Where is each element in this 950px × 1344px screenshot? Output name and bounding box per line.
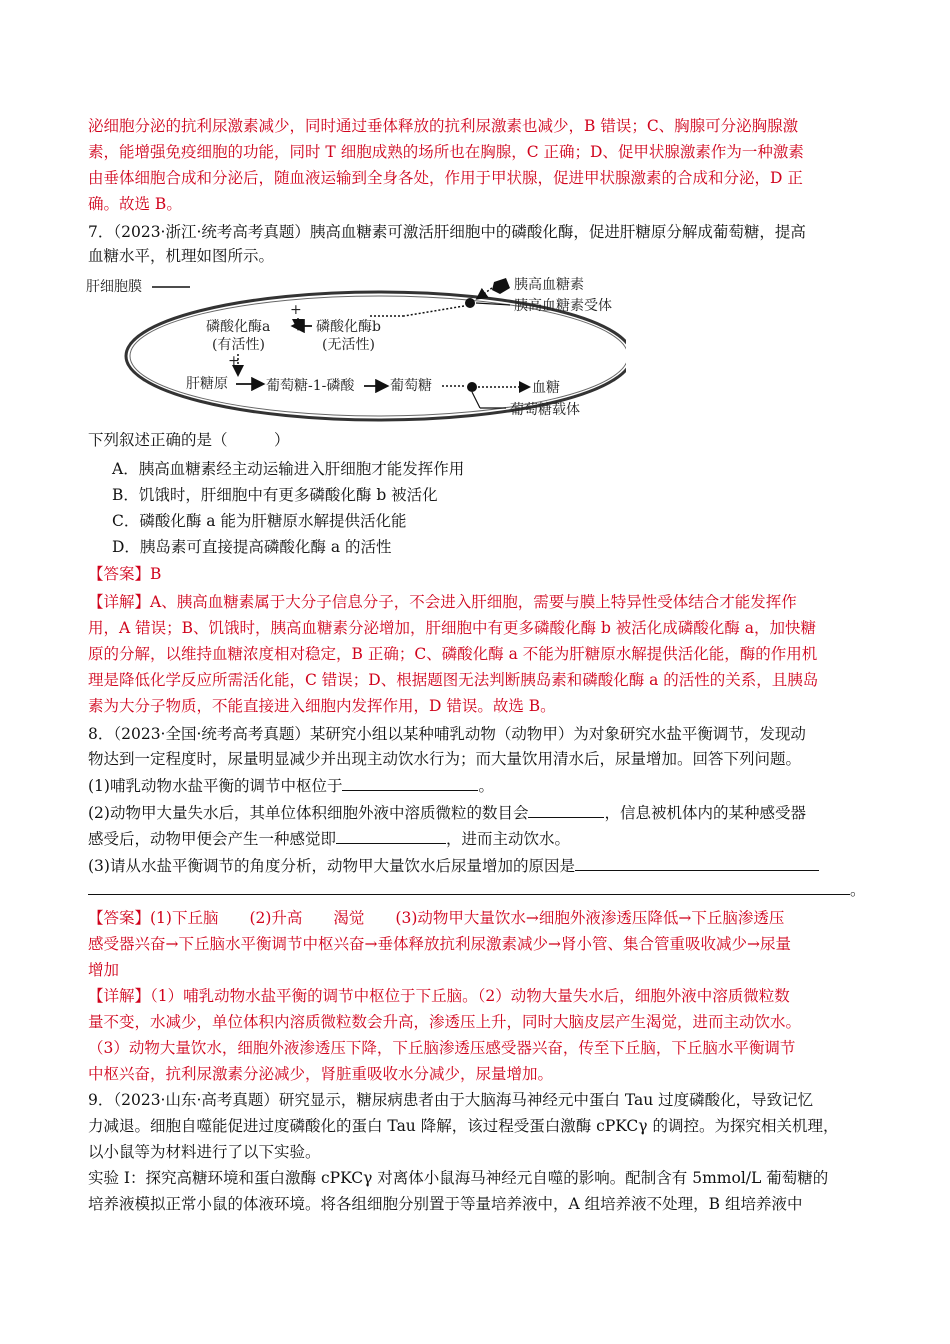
g1p-label: 葡萄糖-1-磷酸 xyxy=(266,378,355,394)
q7-option-b: B．饥饿时，肝细胞中有更多磷酸化酶 b 被活化 xyxy=(112,486,438,504)
q8-part-2: (2)动物甲大量失水后，其单位体积细胞外液中溶质微粒的数目会 ，信息被机体内的某种感受器 xyxy=(88,804,806,822)
q8-answer-line: 增加 xyxy=(88,961,120,979)
q7-answer: 【答案】B xyxy=(88,565,162,583)
prev-detail-line: 由垂体细胞合成和分泌后，随血液运输到全身各处，作用于甲状腺，促进甲状腺激素的合成和分泌，D 正 xyxy=(88,169,803,187)
q8-part-2-cont: 感受后，动物甲便会产生一种感觉即 ，进而主动饮水。 xyxy=(88,830,571,848)
q9-line: 力减退。细胞自噬能促进过度磷酸化的蛋白 Tau 降解，该过程受蛋白激酶 cPKCγ 的调控。为探究相关机理， xyxy=(88,1117,839,1135)
q7-detail-line: 素为大分子物质，不能直接进入细胞内发挥作用，D 错误。故选 B。 xyxy=(88,697,556,715)
q8-stem: 物达到一定程度时，尿量明显减少并出现主动饮水行为；而大量饮用清水后，尿量增加。回答下列问题。 xyxy=(88,750,802,768)
answer-blank xyxy=(88,879,850,895)
prev-detail-line: 确。故选 B。 xyxy=(88,195,182,213)
q7-stem: 7．（2023·浙江·统考高考真题）胰高血糖素可激活肝细胞中的磷酸化酶，促进肝糖原分解成葡萄糖，提高 xyxy=(88,223,806,241)
receptor-label: 胰高血糖素受体 xyxy=(514,298,612,314)
membrane-label: 肝细胞膜 xyxy=(86,279,142,295)
q7-stem: 血糖水平，机理如图所示。 xyxy=(88,247,275,265)
glucagon-label: 胰高血糖素 xyxy=(514,277,584,293)
enzyme-a-note: (有活性) xyxy=(212,337,265,353)
enzyme-b-note: (无活性) xyxy=(322,337,375,353)
q7-option-a: A．胰高血糖素经主动运输进入肝细胞才能发挥作用 xyxy=(112,460,465,478)
q8-part-3-cont: 。 xyxy=(88,879,866,900)
q8-detail-line: 中枢兴奋，抗利尿激素分泌减少，肾脏重吸收水分减少，尿量增加。 xyxy=(88,1065,554,1083)
plus-sign: + xyxy=(290,302,302,318)
q7-prompt: 下列叙述正确的是（ ） xyxy=(88,431,290,449)
q7-detail-line: 原的分解，以维持血糖浓度相对稳定，B 正确；C、磷酸化酶 a 不能为肝糖原水解提供活化能，酶的作用机 xyxy=(88,645,818,663)
glycogen-label: 肝糖原 xyxy=(186,376,228,392)
q9-line: 9．（2023·山东·高考真题）研究显示，糖尿病患者由于大脑海马神经元中蛋白 Tau 过度磷酸化，导致记忆 xyxy=(88,1091,814,1109)
plus-sign: + xyxy=(228,353,240,369)
glucagon-shape xyxy=(492,278,510,294)
answer-blank xyxy=(575,855,819,871)
enzyme-b-label: 磷酸化酶b xyxy=(316,319,381,335)
receptor-shape xyxy=(465,298,475,308)
q8-detail-line: 【详解】（1）哺乳动物水盐平衡的调节中枢位于下丘脑。（2）动物大量失水后，细胞外液中溶质微粒数 xyxy=(88,987,790,1005)
q8-part-3: (3)请从水盐平衡调节的角度分析，动物甲大量饮水后尿量增加的原因是 xyxy=(88,855,819,876)
q7-detail-line: 理是降低化学反应所需活化能，C 错误；D、根据题图无法判断胰岛素和磷酸化酶 a 的活性的关系，且胰岛 xyxy=(88,671,819,689)
glucose-label: 葡萄糖 xyxy=(390,378,432,394)
answer-blank xyxy=(342,775,478,791)
q8-answer-line: 感受器兴奋→下丘脑水平衡调节中枢兴奋→垂体释放抗利尿激素减少→肾小管、集合管重吸收减少→尿量 xyxy=(88,935,791,953)
glucose-carrier-shape xyxy=(467,382,477,392)
q7-option-d: D．胰岛素可直接提高磷酸化酶 a 的活性 xyxy=(112,538,392,556)
q8-stem: 8．（2023·全国·统考高考真题）某研究小组以某种哺乳动物（动物甲）为对象研究水盐平衡调节，发现动 xyxy=(88,725,806,743)
q7-detail-line: 用，A 错误；B、饥饿时，胰高血糖素分泌增加，肝细胞中有更多磷酸化酶 b 被活化成磷酸化酶 a，加快糖 xyxy=(88,619,816,637)
q8-answer-line: 【答案】(1)下丘脑 (2)升高 渴觉 (3)动物甲大量饮水→细胞外液渗透压降低→下丘脑渗透压 xyxy=(88,909,785,927)
answer-blank xyxy=(336,828,446,844)
prev-detail-line: 素，能增强免疫细胞的功能，同时 T 细胞成熟的场所也在胸腺，C 正确；D、促甲状腺激素作为一种激素 xyxy=(88,143,804,161)
enzyme-a-label: 磷酸化酶a xyxy=(206,319,271,335)
q8-detail-line: （3）动物大量饮水，细胞外液渗透压下降，下丘脑渗透压感受器兴奋，传至下丘脑，下丘脑水平衡调节 xyxy=(88,1039,796,1057)
q9-line: 实验 I：探究高糖环境和蛋白激酶 cPKCγ 对离体小鼠海马神经元自噬的影响。配制含有 5mmol/L 葡萄糖的 xyxy=(88,1169,829,1187)
prev-detail-line: 泌细胞分泌的抗利尿激素减少，同时通过垂体释放的抗利尿激素也减少，B 错误；C、胸腺可分泌胸腺激 xyxy=(88,117,799,135)
q7-detail-line: 【详解】A、胰高血糖素属于大分子信息分子，不会进入肝细胞，需要与膜上特异性受体结合才能发挥作 xyxy=(88,593,797,611)
answer-blank xyxy=(528,802,604,818)
carrier-label: 葡萄糖载体 xyxy=(510,402,580,418)
q9-line: 培养液模拟正常小鼠的体液环境。将各组细胞分别置于等量培养液中，A 组培养液不处理，B 组培养液中 xyxy=(88,1195,803,1213)
q8-part-1: (1)哺乳动物水盐平衡的调节中枢位于 。 xyxy=(88,777,494,795)
q7-option-c: C．磷酸化酶 a 能为肝糖原水解提供活化能 xyxy=(112,512,407,530)
blood-glucose-label: 血糖 xyxy=(532,380,560,396)
q9-line: 以小鼠等为材料进行了以下实验。 xyxy=(88,1143,321,1161)
glucagon-mechanism-diagram xyxy=(86,270,626,428)
q8-detail-line: 量不变，水减少，单位体积内溶质微粒数会升高，渗透压上升，同时大脑皮层产生渴觉，进而主动饮水。 xyxy=(88,1013,802,1031)
